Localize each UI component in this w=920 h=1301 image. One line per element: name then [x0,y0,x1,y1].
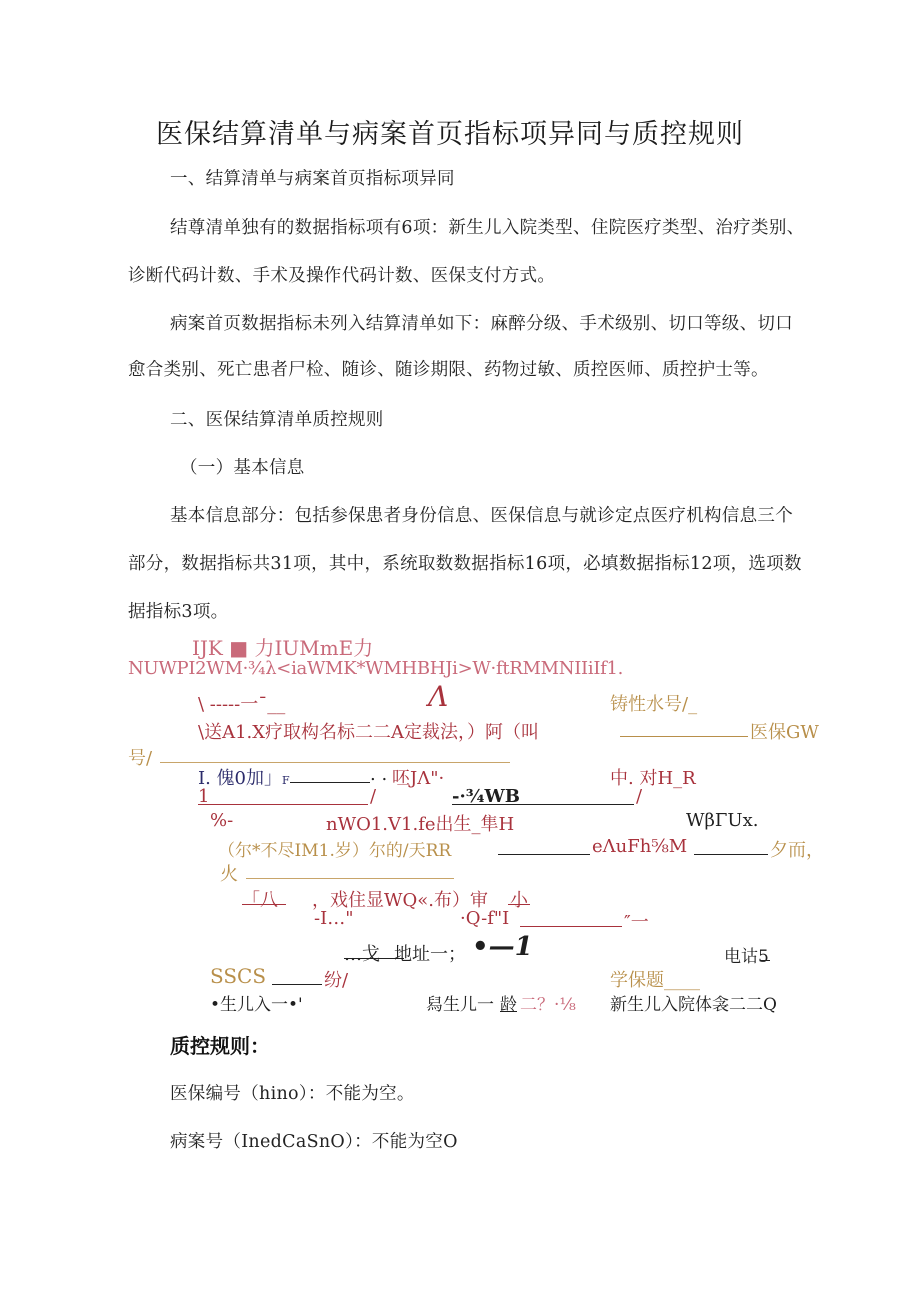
form-row7-underline-a [198,804,368,805]
form-row15-a: •生儿入一•' [210,995,303,1015]
form-row11-underline-a [242,904,286,905]
paragraph2-line1: 病案首页数据指标未列入结算清单如下：麻醉分级、手术级别、切口等级、切口 [170,314,793,334]
paragraph1-line1: 结尊清单独有的数据指标项有6项：新生儿入院类型、住院医疗类型、治疗类别、 [170,218,805,238]
document-title: 医保结算清单与病案首页指标项异同与质控规则 [156,119,744,150]
form-row3-left: \ -----一ˉ__ [198,694,286,715]
form-row15-e: 新生儿入院体衾二二Q [610,995,777,1015]
form-row15-d: 二？·⅛ [520,995,576,1015]
form-row7-num: 1 [198,786,210,807]
form-row13-a: …戈 [344,944,380,965]
paragraph3-line1: 基本信息部分：包括参保患者身份信息、医保信息与就诊定点医疗机构信息三个 [170,506,793,526]
form-row14-underline [272,984,322,985]
form-row8-left: %- [210,810,234,831]
form-row6-mid: 呸JΛ"· [392,768,445,789]
form-row11-underline-b [508,904,530,905]
form-row1-text: IJK ■ 力IUMmE力 [192,636,374,660]
form-row6-left-text: I. 傀0加」 [198,768,283,789]
form-row11-mid: ，戏住显WQ«.布）审 [312,890,488,911]
form-row6-left-sub: F [282,774,290,787]
form-row13-right: 电诂5 [724,947,769,967]
form-row12-underline [520,926,622,927]
form-row7-mid: -·¾WB [452,786,520,807]
form-row7-underline-b [452,804,634,805]
form-row12-right: ″一 [624,912,649,933]
form-row5-underline [160,762,510,763]
form-row9-mid: eΛuFh⅝M [592,836,688,857]
form-row6-dots: . . [370,764,388,785]
subsection1-heading: （一）基本信息 [180,458,305,478]
form-row14-left: SSCS [210,964,267,988]
form-row3-mark: Λ [428,680,449,713]
form-row14-mid: 纷/ [324,970,349,991]
form-row13-right-underline [760,960,770,961]
section2-heading: 二、医保结算清单质控规则 [170,410,384,430]
paragraph3-line3: 据指标3项。 [128,602,229,622]
form-row4-underline [620,736,748,737]
form-row15-c: 龄 [500,995,517,1015]
form-row13-b: 地址一； [394,944,466,965]
form-row9-underline-b [694,854,768,855]
form-row6-right: 中. 对H_R [610,768,696,789]
form-row10-underline [246,878,454,879]
qc-rule-2: 病案号（InedCaSnO）：不能为空O [170,1132,458,1152]
qc-rule-1: 医保编号（hino）：不能为空。 [170,1084,415,1104]
form-row8-mid: nWO1.V1.fe出生_隼H [326,814,515,835]
form-row4-right: 医保GW [750,722,819,743]
form-row9-underline-a [498,854,590,855]
paragraph1-line2: 诊断代码计数、手术及操作代码计数、医保支付方式。 [128,266,556,286]
form-row7-end: / [636,786,643,807]
form-row11-left: 「八 [242,890,278,911]
paragraph3-line2: 部分，数据指标共31项，其中，系统取数数据指标16项，必填数据指标12项，选项数 [128,554,802,574]
form-row11-right: 小 [510,890,528,911]
form-row8-right: WβΓUx. [686,810,759,831]
form-row10-left: 火 [220,864,238,885]
form-row12-mid: ·Q-f"I [460,908,510,929]
form-row7-slash: / [370,786,377,807]
qc-heading: 质控规则： [170,1034,270,1058]
form-row12-left: -I…" [314,908,354,929]
form-row9-left: （尔*不尽IM1.岁）尔的/天RR [218,841,452,861]
form-row13-mark: •—1 [472,932,533,962]
form-row15-b: 舄生儿一 [426,995,494,1015]
form-row6-left [198,764,290,790]
paragraph2-line2: 愈合类别、死亡患者尸检、随诊、随诊期限、药物过敏、质控医师、质控护士等。 [128,360,769,380]
form-row3-right: 铸性水号/_ [610,694,698,715]
form-row5-left: 号/ [128,748,153,769]
form-row2-text: NUWPI2WM·¾λ<iaWMK*WMHBHJi>W·ftRMMNIIiIf1. [128,658,624,679]
form-row14-right: 学保题____ [610,970,700,991]
section1-heading: 一、结算清单与病案首页指标项异同 [170,169,455,189]
form-row6-underline [290,782,370,783]
form-row9-right: 夕而， [770,840,824,861]
form-row4-left: \送A1.X疗取构名标二二A定裁法，）阿（叫 [198,722,540,743]
